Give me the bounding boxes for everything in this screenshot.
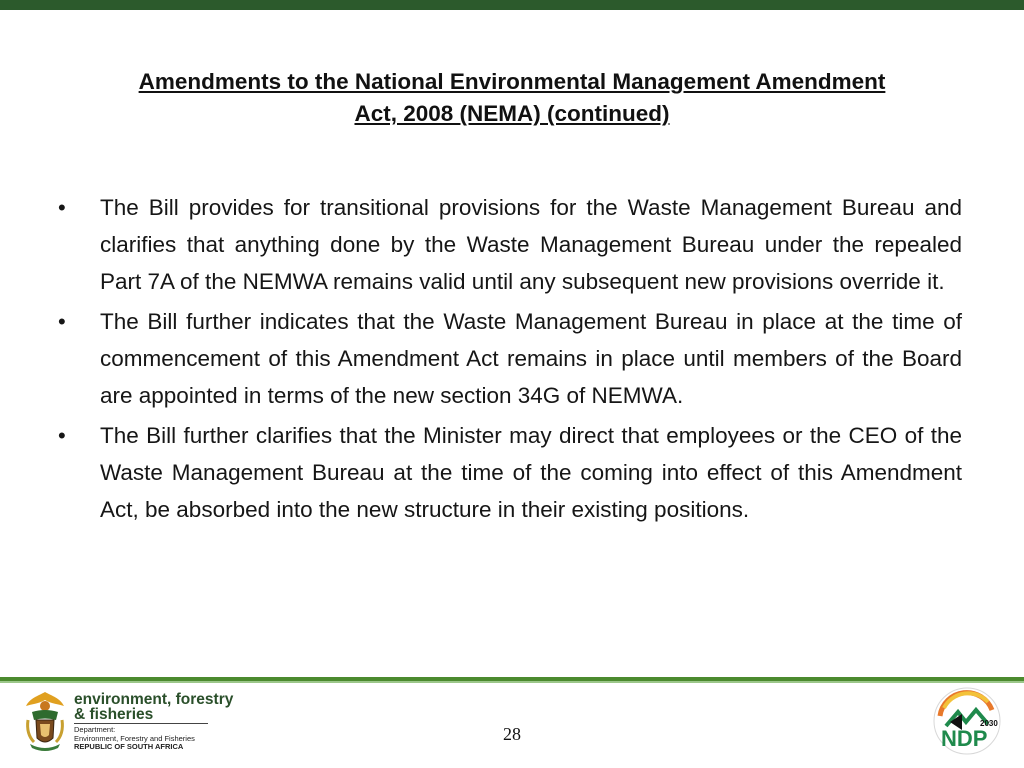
department-divider — [74, 723, 208, 724]
page-number: 28 — [503, 724, 521, 744]
bullet-item — [58, 303, 962, 414]
ndp-logo-year: 2030 — [980, 719, 998, 728]
department-details-line-2: Environment, Forestry and Fisheries — [74, 733, 195, 743]
bullet-text: The Bill provides for transitional provisions for the Waste Management Bureau and clarifies that anything done by the Waste Management Bureau under the repealed Part 7A of the NEMWA remains valid until any subsequent new provisions override it. — [100, 195, 962, 294]
bullet-marker: • — [58, 423, 66, 448]
slide-title — [60, 66, 964, 130]
bullet-list — [58, 189, 962, 531]
bullet-text: The Bill further indicates that the Waste Management Bureau in place at the time of commencement of this Amendment Act remains in place until members of the Board are appointed in terms of the new section 34G of NEMWA. — [100, 309, 962, 408]
ndp-2030-logo-icon — [932, 686, 1002, 756]
coat-of-arms-icon — [22, 690, 68, 754]
ndp-logo-text: NDP — [941, 726, 988, 751]
top-bar — [0, 0, 1024, 10]
bullet-text: The Bill further clarifies that the Minister may direct that employees or the CEO of the Waste Management Bureau at the time of the coming into effect of this Amendment Act, be absorbed into the new structure in their existing positions. — [100, 423, 962, 522]
department-name-line-1: environment, forestry — [74, 691, 234, 708]
department-name-line-2: & fisheries — [74, 706, 154, 723]
department-details-line-1: Department: — [74, 725, 116, 734]
footer-divider-light — [0, 681, 1024, 683]
bullet-item — [58, 189, 962, 300]
department-name — [74, 692, 234, 722]
slide-title-line-1: Amendments to the National Environmental Management Amendment — [138, 69, 886, 94]
bullet-marker: • — [58, 309, 66, 334]
department-details-line-3: REPUBLIC OF SOUTH AFRICA — [74, 742, 184, 751]
bullet-marker: • — [58, 195, 66, 220]
slide-title-line-2: Act, 2008 (NEMA) (continued) — [354, 101, 670, 126]
department-details — [74, 726, 224, 752]
department-logo — [22, 688, 234, 758]
bullet-item — [58, 417, 962, 528]
